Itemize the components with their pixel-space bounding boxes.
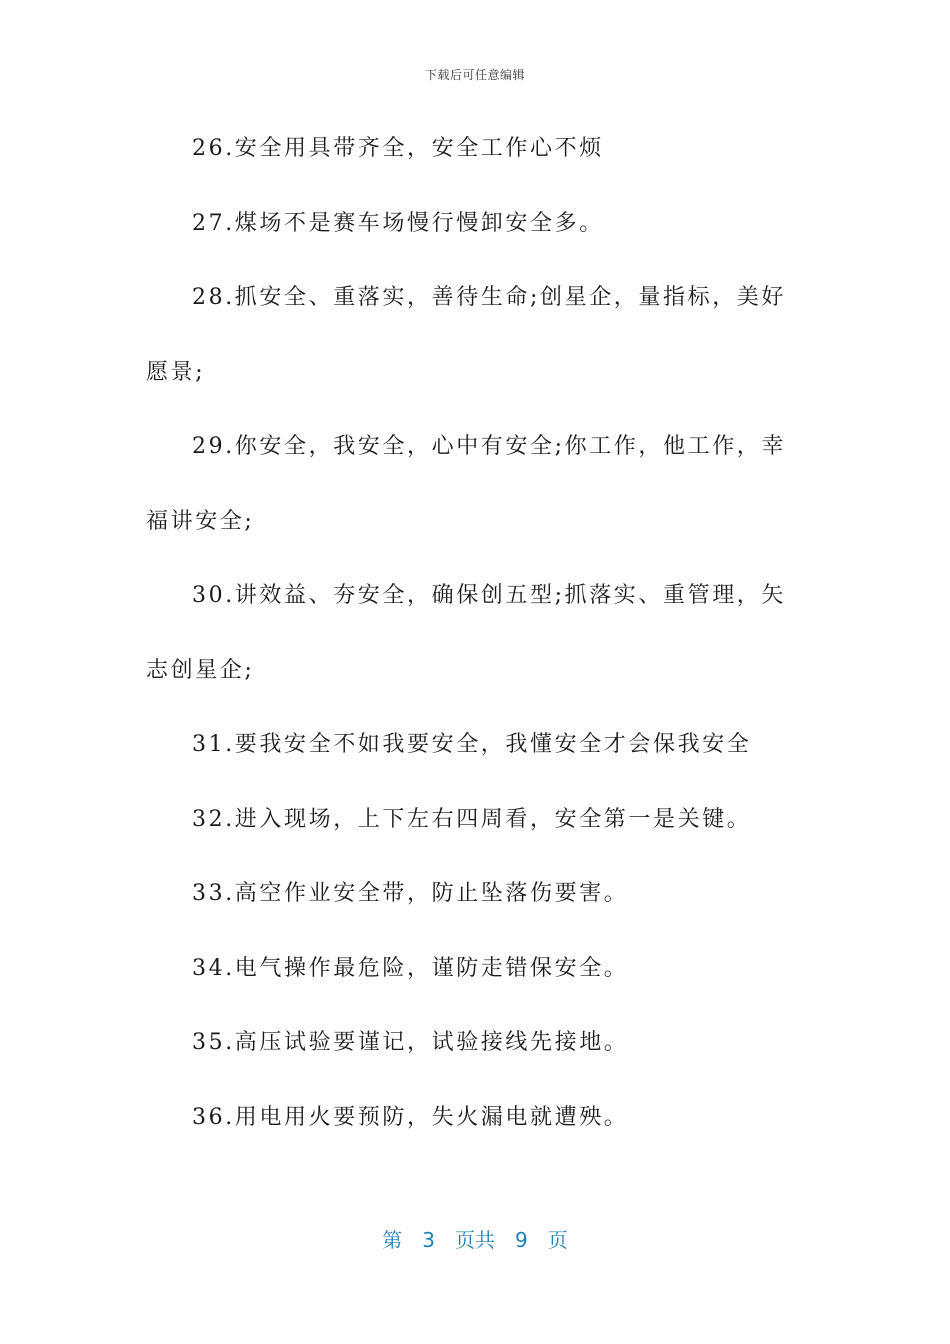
page-number-footer <box>0 1224 950 1253</box>
slogan-paragraph: 29.你安全，我安全，心中有安全;你工作，他工作，幸福讲安全; <box>146 434 787 534</box>
slogan-paragraph: 33.高空作业安全带，防止坠落伤要害。 <box>192 881 629 906</box>
slogan-paragraph: 27.煤场不是赛车场慢行慢卸安全多。 <box>192 210 604 236</box>
footer-label-ye-gong: 页共 <box>455 1228 495 1252</box>
footer-label-ye: 页 <box>547 1228 568 1252</box>
slogan-paragraph: 30.讲效益、夯安全，确保创五型;抓落实、重管理，矢志创星企; <box>146 583 787 683</box>
slogan-paragraph: 28.抓安全、重落实，善待生命;创星企，量指标，美好愿景; <box>146 285 787 385</box>
slogan-paragraph: 34.电气操作最危险，谨防走错保安全。 <box>192 955 629 981</box>
footer-page-total: 9 <box>515 1228 528 1252</box>
slogan-paragraph: 26.安全用具带齐全，安全工作心不烦 <box>192 136 604 161</box>
document-body <box>146 112 794 1155</box>
footer-label-di: 第 <box>382 1228 403 1252</box>
slogan-paragraph: 31.要我安全不如我要安全，我懂安全才会保我安全 <box>192 732 752 757</box>
slogan-paragraph: 35.高压试验要谨记，试验接线先接地。 <box>192 1030 629 1055</box>
slogan-paragraph: 32.进入现场，上下左右四周看，安全第一是关键。 <box>192 806 752 832</box>
footer-page-current: 3 <box>422 1228 435 1252</box>
header-note: 下载后可任意编辑 <box>424 68 525 82</box>
slogan-paragraph: 36.用电用火要预防，失火漏电就遭殃。 <box>192 1104 629 1130</box>
